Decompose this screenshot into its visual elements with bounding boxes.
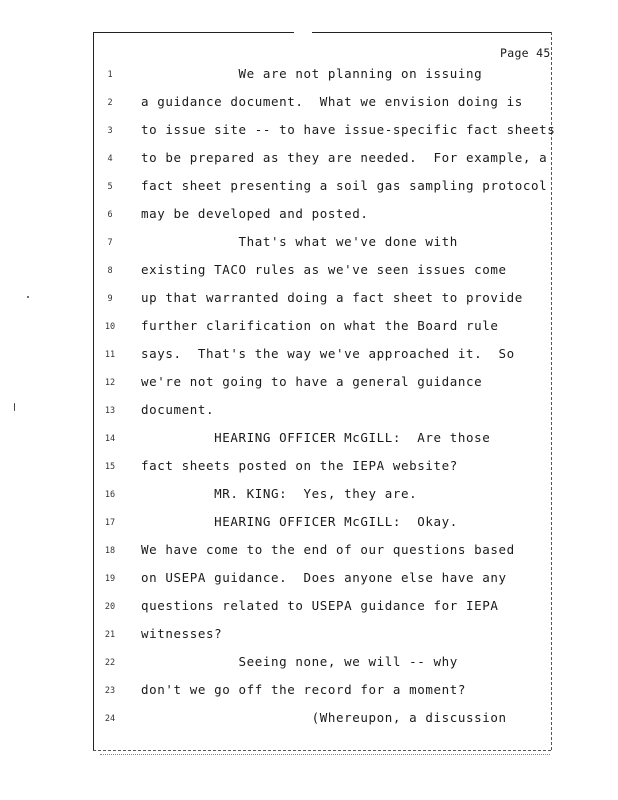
line-text: HEARING OFFICER McGILL: Are those — [141, 430, 491, 445]
line-text: fact sheet presenting a soil gas sampling protocol — [141, 178, 548, 193]
transcript-line — [0, 206, 560, 226]
transcript-line — [0, 374, 560, 394]
transcript-line — [0, 150, 560, 170]
page-frame-top-gap — [294, 30, 312, 35]
transcript-line — [0, 682, 560, 702]
line-number: 3 — [107, 126, 113, 136]
line-text: existing TACO rules as we've seen issues come — [141, 262, 507, 277]
transcript-line — [0, 94, 560, 114]
page-frame-bottom-dotted — [100, 754, 550, 755]
transcript-line — [0, 430, 560, 450]
line-number: 21 — [104, 630, 116, 640]
line-number: 5 — [107, 182, 113, 192]
line-text: We have come to the end of our questions based — [141, 542, 515, 557]
line-text: fact sheets posted on the IEPA website? — [141, 458, 458, 473]
transcript-line — [0, 66, 560, 86]
transcript-line — [0, 514, 560, 534]
transcript-line — [0, 710, 560, 730]
line-text: says. That's the way we've approached it. So — [141, 346, 515, 361]
line-number: 10 — [104, 322, 116, 332]
line-number: 14 — [104, 434, 116, 444]
line-number: 23 — [104, 686, 116, 696]
line-number: 6 — [107, 210, 113, 220]
line-number: 9 — [107, 294, 113, 304]
transcript-line — [0, 458, 560, 478]
transcript-line — [0, 402, 560, 422]
line-number: 11 — [104, 350, 116, 360]
transcript-line — [0, 486, 560, 506]
line-text: We are not planning on issuing — [141, 66, 483, 81]
transcript-line — [0, 234, 560, 254]
transcript-line — [0, 122, 560, 142]
page-frame-top — [93, 32, 551, 33]
line-text: we're not going to have a general guidance — [141, 374, 483, 389]
line-number: 20 — [104, 602, 116, 612]
transcript-line — [0, 290, 560, 310]
line-number: 24 — [104, 714, 116, 724]
transcript-line — [0, 598, 560, 618]
line-text: That's what we've done with — [141, 234, 458, 249]
line-text: HEARING OFFICER McGILL: Okay. — [141, 514, 458, 529]
line-text: questions related to USEPA guidance for IEPA — [141, 598, 499, 613]
line-text: MR. KING: Yes, they are. — [141, 486, 418, 501]
page-frame-bottom — [93, 750, 551, 751]
line-text: may be developed and posted. — [141, 206, 369, 221]
line-number: 16 — [104, 490, 116, 500]
line-text: Seeing none, we will -- why — [141, 654, 458, 669]
transcript-line — [0, 654, 560, 674]
line-number: 7 — [107, 238, 113, 248]
line-text: on USEPA guidance. Does anyone else have any — [141, 570, 507, 585]
line-number: 2 — [107, 98, 113, 108]
line-text: witnesses? — [141, 626, 223, 641]
line-number: 19 — [104, 574, 116, 584]
line-text: up that warranted doing a fact sheet to provide — [141, 290, 523, 305]
line-number: 15 — [104, 462, 116, 472]
transcript-line — [0, 318, 560, 338]
line-text: to be prepared as they are needed. For example, a — [141, 150, 548, 165]
line-text: (Whereupon, a discussion — [141, 710, 507, 725]
line-text: a guidance document. What we envision doing is — [141, 94, 523, 109]
transcript-line — [0, 626, 560, 646]
transcript-line — [0, 542, 560, 562]
line-text: to issue site -- to have issue-specific fact sheets — [141, 122, 556, 137]
transcript-line — [0, 346, 560, 366]
line-number: 13 — [104, 406, 116, 416]
line-number: 12 — [104, 378, 116, 388]
line-text: further clarification on what the Board rule — [141, 318, 499, 333]
line-number: 18 — [104, 546, 116, 556]
transcript-line — [0, 570, 560, 590]
line-number: 17 — [104, 518, 116, 528]
page-number: Page 45 — [500, 46, 551, 60]
transcript-line — [0, 178, 560, 198]
line-number: 8 — [107, 266, 113, 276]
line-number: 4 — [107, 154, 113, 164]
line-text: document. — [141, 402, 215, 417]
line-text: don't we go off the record for a moment? — [141, 682, 467, 697]
line-number: 22 — [104, 658, 116, 668]
line-number: 1 — [107, 70, 113, 80]
transcript-line — [0, 262, 560, 282]
